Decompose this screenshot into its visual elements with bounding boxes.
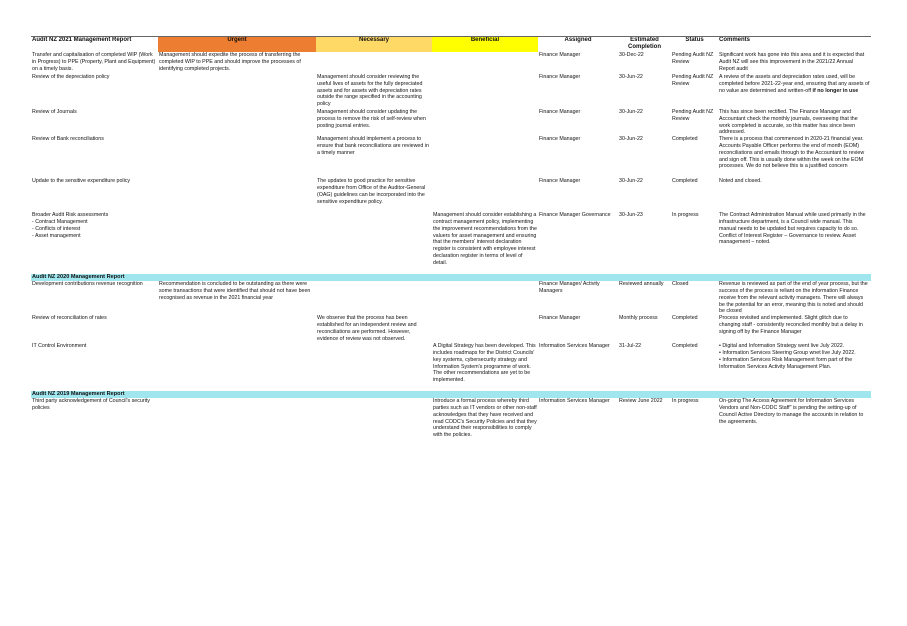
table-body <box>31 52 871 446</box>
item-cell: Review of the depreciation policy <box>32 74 110 80</box>
item-cell: Review of Bank reconciliations <box>32 136 104 143</box>
assigned-cell: Finance Manager <box>539 109 581 115</box>
status-header: Status <box>671 37 718 53</box>
header-row <box>31 37 871 53</box>
completion-cell: 30-Dec-22 <box>619 52 644 58</box>
status-cell: Completed <box>672 178 698 185</box>
report-title-header: Audit NZ 2021 Management Report <box>31 37 158 53</box>
necessary-cell <box>316 281 432 315</box>
completion-cell: 30-Jun-22 <box>619 109 643 115</box>
item-cell: Review of Journals <box>32 109 77 115</box>
status-cell: Pending Audit NZ Review <box>672 109 714 122</box>
necessary-cell: We observe that the process has been established for an independent review and reconciliations are performed. However, evidence of review was not observed. <box>317 315 417 342</box>
necessary-header: Necessary <box>316 37 432 53</box>
urgent-cell: Recommendation is concluded to be outstanding as there were some transactions that were identified that should not have been recognised as revenue in the 2021 financial year <box>159 281 311 301</box>
comments-bold-text: if no longer in use <box>811 87 859 94</box>
necessary-cell <box>316 212 432 274</box>
status-cell: Completed <box>672 343 698 350</box>
item-cell: Review of reconciliation of rates <box>32 315 107 322</box>
table-row <box>31 212 871 274</box>
completion-cell: 30-Jun-22 <box>619 74 643 80</box>
status-cell: Closed <box>672 281 689 288</box>
status-cell: Pending Audit NZ Review <box>672 52 714 65</box>
urgent-header: Urgent <box>158 37 316 53</box>
comments-cell: Revenue is reviewed as part of the end of year process, but the success of the process is reliant on the information Finance receive from the relevant activity managers. There will always be the potential for an error, meaning this is noted and should be closed <box>719 281 868 315</box>
section-title: Audit NZ 2020 Management Report <box>31 274 871 281</box>
status-cell: Completed <box>672 136 698 143</box>
assigned-cell: Finance Manager <box>539 136 581 143</box>
urgent-cell <box>158 343 316 391</box>
table-row <box>31 178 871 212</box>
urgent-cell <box>158 136 316 178</box>
table-row <box>31 74 871 109</box>
assigned-cell: Information Services Manager <box>539 343 610 350</box>
assigned-cell: Finance Manager <box>539 178 581 185</box>
beneficial-cell: Management should consider establishing a contract management policy, implementing the improvement recommendations from the valuers for asset management and ensuring that the members' interest declaration register is consistent with employee interest declaration register in terms of level of detail. <box>433 212 537 266</box>
assigned-cell: Finance Manager/ Activity Managers <box>539 281 600 294</box>
assigned-cell: Finance Manager <box>539 315 581 322</box>
necessary-cell: Management should consider updating the process to remove the risk of self-review when posting journal entries. <box>317 109 426 129</box>
beneficial-cell <box>432 74 538 109</box>
necessary-cell <box>316 343 432 391</box>
beneficial-cell <box>432 178 538 212</box>
urgent-cell <box>158 74 316 109</box>
comments-cell <box>718 74 871 109</box>
necessary-cell <box>316 398 432 446</box>
comments-cell: Significant work has gone into this area and it is expected that Audit NZ will see this improvement in the 2021/22 Annual Report audit <box>719 52 865 72</box>
comments-header: Comments <box>718 37 871 53</box>
assigned-cell: Finance Manager <box>539 74 581 80</box>
status-cell: Completed <box>672 315 698 322</box>
necessary-cell <box>316 52 432 74</box>
urgent-cell <box>158 178 316 212</box>
beneficial-header: Beneficial <box>432 37 538 53</box>
section-title: Audit NZ 2019 Management Report <box>31 391 871 398</box>
comments-cell: There is a process that commenced in 2020-21 financial year. Accounts Payable Officer performs the end of month (EOM) reconciliations and emails through to the Accountant to review and sign off. This is usually done within the week on the EOM processes. We do not believe this is a justified concern <box>719 136 865 170</box>
urgent-cell <box>158 398 316 446</box>
item-cell: Update to the sensitive expenditure policy <box>32 178 131 185</box>
completion-cell: 30-Jun-22 <box>619 136 643 143</box>
assigned-cell: Information Services Manager <box>539 398 610 405</box>
assigned-cell: Finance Manager <box>539 52 581 58</box>
beneficial-cell: Introduce a formal process whereby third parties such as IT vendors or other non‑staff acknowledges that they have received and read CODC's Security Policies and that they understand their responsibilities to comply with the policies. <box>433 398 537 439</box>
section-header-2020 <box>31 274 871 281</box>
comments-cell: On-going The Access Agreement for Information Services Vendors and Non-CODC Staff" is pending the setting-up of Council Active Directory to manage the accounts in relation to the agreements. <box>719 398 864 425</box>
beneficial-cell: A Digital Strategy has been developed. This includes roadmaps for the District Councils' key systems, cybersecurity strategy and Information System's programme of work. The other recommendations are yet to be implemented. <box>433 343 536 384</box>
beneficial-cell <box>432 52 538 74</box>
assigned-cell: Finance Manager Governance <box>539 212 611 219</box>
necessary-cell: The updates to good practice for sensitive expenditure from Office of the Auditor-General (OAG) guidelines can be incorporated into the sensitive expenditure policy. <box>317 178 426 205</box>
comments-cell: The Contract Administration Manual while used primarily in the infrastructure department, is a Council wide manual. This manual needs to be updated but requires capacity to do so. Conflict of Interest Register – Governance to review. Asset management – noted. <box>719 212 866 246</box>
table-row <box>31 343 871 391</box>
comments-cell: Noted and closed. <box>719 178 762 185</box>
urgent-cell <box>158 109 316 136</box>
table-row <box>31 136 871 178</box>
completion-cell: Monthly process <box>619 315 658 322</box>
estimated-completion-header: Estimated Completion <box>618 37 671 53</box>
table-row <box>31 52 871 74</box>
urgent-cell <box>158 315 316 343</box>
beneficial-cell <box>432 281 538 315</box>
status-cell: In progress <box>672 212 699 219</box>
item-cell: Broader Audit Risk assessments - Contract Management - Conflicts of interest - Asset management <box>32 212 109 239</box>
urgent-cell: Management should expedite the process of transferring the completed WIP to PPE and should improve the processes of identifying completed projects. <box>159 52 301 72</box>
completion-cell: 31-Jul-22 <box>619 343 642 350</box>
completion-cell: 30-Jun-22 <box>619 178 643 185</box>
beneficial-cell <box>432 136 538 178</box>
status-cell: In progress <box>672 398 699 405</box>
completion-cell: Reviewed annually <box>619 281 664 288</box>
completion-cell: 30-Jun-23 <box>619 212 643 219</box>
comments-cell: This has since been rectified. The Finance Manager and Accountant check the monthly journals, overseeing that the work completed is accurate, so this matter has since been addressed. <box>719 109 858 136</box>
table-row <box>31 398 871 446</box>
item-cell: Development contributions revenue recognition <box>32 281 143 288</box>
audit-report-table <box>31 36 871 446</box>
beneficial-cell <box>432 109 538 136</box>
item-cell: Third party acknowledgement of Council's security policies <box>32 398 150 411</box>
necessary-cell: Management should consider reviewing the useful lives of assets for the fully depreciated assets and for assets with depreciation rates outside the range specified in the accounting policy <box>317 74 423 108</box>
section-header-2019 <box>31 391 871 398</box>
status-cell: Pending Audit NZ Review <box>672 74 714 87</box>
table-row <box>31 281 871 315</box>
item-cell: Transfer and capitalisation of completed WIP (Work in Progress) to PPE (Property, Plant and Equipment) on a timely basis. <box>32 52 156 72</box>
completion-cell: Review June 2022 <box>619 398 663 405</box>
item-cell: IT Control Environment <box>32 343 87 350</box>
comments-text: A review of the assets and depreciation rates used, will be completed before 2021-22-year end, ensuring that any assets of no value are determined and written-off <box>719 74 870 94</box>
necessary-cell: Management should implement a process to ensure that bank reconciliations are reviewed in a timely manner <box>317 136 429 156</box>
table-row <box>31 315 871 343</box>
comments-cell: • Digital and Information Strategy went live July 2022. • Information Services Steering Group wnet live July 2022. • Information Services Risk Management form part of the Information Services Activity Management Plan. <box>719 343 856 370</box>
assigned-header: Assigned <box>538 37 618 53</box>
comments-cell: Process revisited and implemented. Slight glitch due to changing staff - consistently reconciled monthly but a delay in signing off by the Finance Manager <box>719 315 863 335</box>
beneficial-cell <box>432 315 538 343</box>
table-row <box>31 109 871 136</box>
urgent-cell <box>158 212 316 274</box>
